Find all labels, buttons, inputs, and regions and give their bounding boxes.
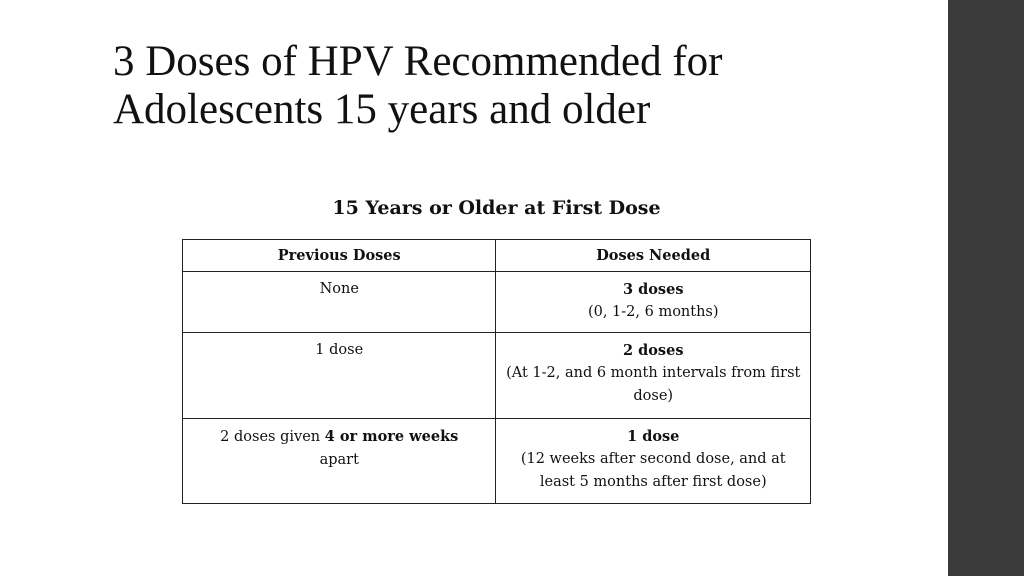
previous-doses-text: 1 dose (315, 342, 364, 358)
table-caption: 15 Years or Older at First Dose (332, 197, 661, 219)
doses-table (182, 239, 811, 504)
doses-needed-schedule: (At 1-2, and 6 month intervals from first dose) (506, 365, 801, 404)
table-row (183, 419, 811, 504)
slide-title-line-1: 3 Doses of HPV Recommended for (113, 38, 723, 85)
doses-needed-count: 3 doses (622, 281, 684, 298)
previous-doses-prefix: 2 doses given (220, 429, 325, 445)
doses-needed-count: 1 dose (627, 428, 680, 445)
table-row (183, 272, 811, 333)
previous-doses-cell (183, 333, 496, 419)
header-doses-needed: Doses Needed (496, 240, 811, 272)
slide-title-line-2: Adolescents 15 years and older (113, 86, 651, 133)
right-accent-bar (948, 0, 1024, 576)
slide-title (113, 38, 913, 134)
doses-needed-cell (496, 419, 811, 504)
previous-doses-cell (183, 272, 496, 333)
doses-needed-count: 2 doses (622, 342, 684, 359)
doses-needed-cell (496, 333, 811, 419)
previous-doses-text: None (319, 281, 359, 297)
previous-doses-cell (183, 419, 496, 504)
previous-doses-interval: 4 or more weeks (324, 428, 459, 445)
table-header-row (183, 240, 811, 272)
previous-doses-suffix: apart (319, 452, 359, 468)
doses-needed-cell (496, 272, 811, 333)
header-previous-doses: Previous Doses (183, 240, 496, 272)
table-row (183, 333, 811, 419)
doses-needed-schedule: (12 weeks after second dose, and at least 5 months after first dose) (520, 451, 786, 490)
doses-needed-schedule: (0, 1-2, 6 months) (587, 304, 719, 320)
